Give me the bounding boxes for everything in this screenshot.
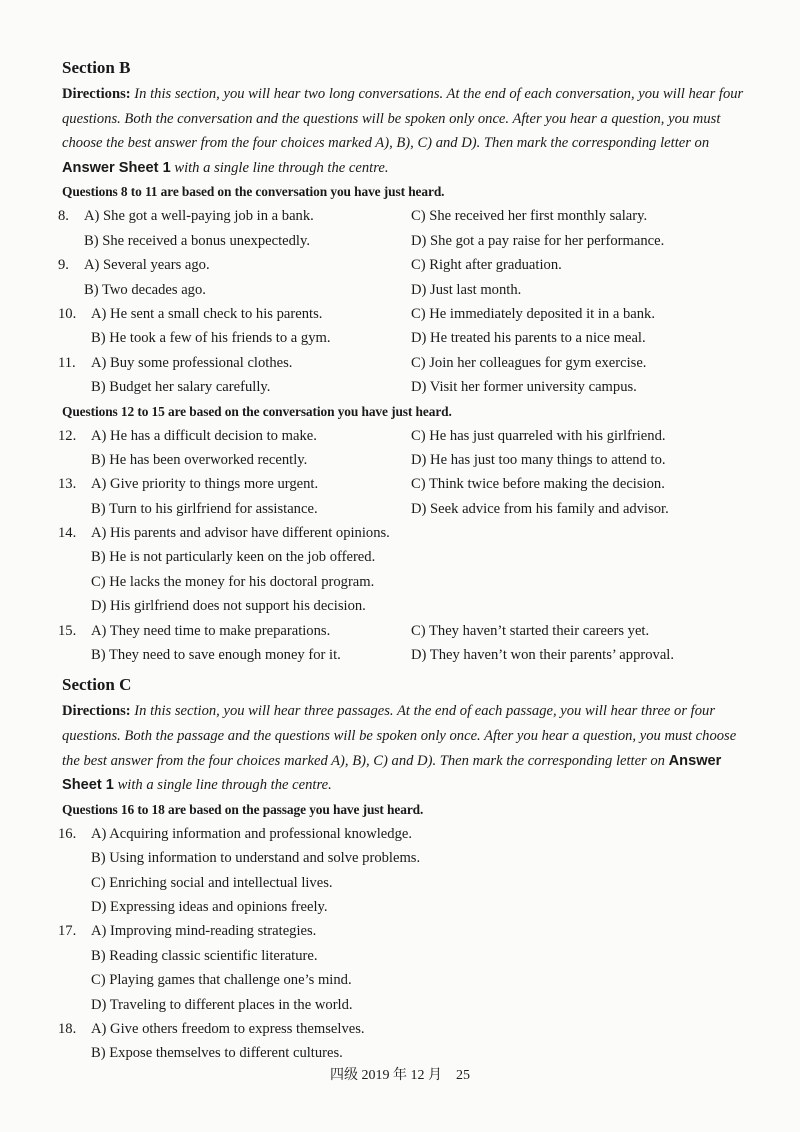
option-a[interactable]: A) Acquiring information and professional knowledge.: [91, 825, 412, 842]
question-17-row3: [62, 968, 752, 992]
question-17: 17. A) Improving mind-reading strategies.: [62, 919, 752, 943]
question-18: 18. A) Give others freedom to express themselves.: [62, 1017, 752, 1041]
option-b[interactable]: B) Budget her salary carefully.: [91, 379, 271, 396]
question-11-row2: [62, 375, 752, 399]
option-a[interactable]: A) He has a difficult decision to make.: [91, 427, 317, 444]
group-note-16-18: Questions 16 to 18 are based on the passage you have just heard.: [62, 801, 424, 817]
question-16: 16. A) Acquiring information and professional knowledge.: [62, 822, 752, 846]
question-16-row3: [62, 871, 752, 895]
option-d[interactable]: D) Seek advice from his family and advisor.: [411, 500, 669, 517]
option-b[interactable]: B) Expose themselves to different cultures.: [91, 1045, 343, 1062]
page-footer: 四级 2019 年 12 月 25: [330, 1068, 470, 1083]
question-17-row2: [62, 944, 752, 968]
option-c[interactable]: C) He immediately deposited it in a bank.: [411, 305, 655, 322]
option-a[interactable]: A) Give priority to things more urgent.: [91, 476, 319, 493]
option-b[interactable]: B) He is not particularly keen on the job offered.: [91, 549, 376, 566]
option-c[interactable]: C) They haven’t started their careers yet.: [411, 622, 650, 639]
option-a[interactable]: A) Several years ago.: [84, 257, 210, 274]
option-d[interactable]: D) He treated his parents to a nice meal.: [411, 330, 646, 347]
question-8: 8. A) She got a well-paying job in a bank. C) She received her first monthly salary.: [62, 204, 752, 228]
option-c[interactable]: C) Think twice before making the decision.: [411, 476, 665, 493]
option-a[interactable]: A) Improving mind-reading strategies.: [91, 923, 317, 940]
question-16-row2: [62, 846, 752, 870]
option-c[interactable]: C) She received her first monthly salary.: [411, 208, 648, 225]
question-17-row4: [62, 993, 752, 1017]
section-b-directions: Directions: In this section, you will hear two long conversations. At the end of each conversation, you will hear four questions. Both the conversation and the questions will be spoken only once. After you hear a question, you must choose the best answer from the four choices marked A), B), C) and D). Then mark the corresponding letter on Answer Sheet 1 with a single line through the centre.: [62, 86, 744, 176]
group-note-8-11: Questions 8 to 11 are based on the conversation you have just heard.: [62, 184, 445, 200]
exam-page: [58, 56, 752, 1066]
option-b[interactable]: B) He has been overworked recently.: [91, 451, 308, 468]
option-c[interactable]: C) He has just quarreled with his girlfriend.: [411, 427, 666, 444]
option-d[interactable]: D) Just last month.: [411, 281, 522, 298]
option-a[interactable]: A) His parents and advisor have different opinions.: [91, 525, 390, 542]
option-b[interactable]: B) Reading classic scientific literature.: [91, 947, 318, 964]
option-d[interactable]: D) She got a pay raise for her performance.: [411, 232, 665, 249]
question-10: 10. A) He sent a small check to his parents. C) He immediately deposited it in a bank.: [62, 302, 752, 326]
question-9: 9. A) Several years ago. C) Right after graduation.: [62, 253, 752, 277]
option-b[interactable]: B) He took a few of his friends to a gym.: [91, 330, 331, 347]
question-8-row2: [62, 229, 752, 253]
option-d[interactable]: D) They haven’t won their parents’ approval.: [411, 647, 675, 664]
option-a[interactable]: A) They need time to make preparations.: [91, 622, 331, 639]
question-16-row4: [62, 895, 752, 919]
option-d[interactable]: D) Visit her former university campus.: [411, 379, 637, 396]
question-10-row2: [62, 326, 752, 350]
option-c[interactable]: C) He lacks the money for his doctoral program.: [91, 573, 375, 590]
question-14-row3: [62, 570, 752, 594]
section-b-title: Section B: [62, 58, 131, 77]
group-note-12-15: Questions 12 to 15 are based on the conversation you have just heard.: [62, 403, 452, 419]
question-15-row2: [62, 643, 752, 667]
question-14-row2: [62, 545, 752, 569]
question-13: 13. A) Give priority to things more urgent. C) Think twice before making the decision.: [62, 472, 752, 496]
option-a[interactable]: A) She got a well-paying job in a bank.: [84, 208, 314, 225]
option-c[interactable]: C) Join her colleagues for gym exercise.: [411, 354, 647, 371]
option-c[interactable]: C) Enriching social and intellectual lives.: [91, 874, 333, 891]
option-a[interactable]: A) He sent a small check to his parents.: [91, 305, 323, 322]
question-18-row2: [62, 1041, 752, 1065]
section-c-title: Section C: [62, 675, 132, 695]
option-a[interactable]: A) Give others freedom to express themselves.: [91, 1020, 365, 1037]
option-b[interactable]: B) Turn to his girlfriend for assistance.: [91, 500, 318, 517]
option-b[interactable]: B) Using information to understand and solve problems.: [91, 850, 421, 867]
option-b[interactable]: B) She received a bonus unexpectedly.: [84, 232, 310, 249]
option-c[interactable]: C) Right after graduation.: [411, 257, 562, 274]
question-14-row4: [62, 594, 752, 618]
question-9-row2: [62, 278, 752, 302]
option-d[interactable]: D) Expressing ideas and opinions freely.: [91, 898, 328, 915]
option-d[interactable]: D) He has just too many things to attend to.: [411, 451, 666, 468]
question-13-row2: [62, 497, 752, 521]
question-12: 12. A) He has a difficult decision to make. C) He has just quarreled with his girlfriend.: [62, 424, 752, 448]
question-11: 11. A) Buy some professional clothes. C) Join her colleagues for gym exercise.: [62, 351, 752, 375]
question-12-row2: [62, 448, 752, 472]
question-14: 14. A) His parents and advisor have different opinions.: [62, 521, 752, 545]
option-d[interactable]: D) His girlfriend does not support his decision.: [91, 598, 366, 615]
option-c[interactable]: C) Playing games that challenge one’s mind.: [91, 972, 352, 989]
option-b[interactable]: B) They need to save enough money for it.: [91, 647, 341, 664]
option-d[interactable]: D) Traveling to different places in the world.: [91, 996, 353, 1013]
option-b[interactable]: B) Two decades ago.: [84, 281, 206, 298]
question-15: 15. A) They need time to make preparations. C) They haven’t started their careers yet.: [62, 619, 752, 643]
section-c-directions: Directions: In this section, you will hear three passages. At the end of each passage, you will hear three or four questions. Both the passage and the questions will be spoken only once. After you hear a question, you must choose the best answer from the four choices marked A), B), C) and D). Then mark the corresponding letter on Answer Sheet 1 with a single line through the centre.: [62, 703, 737, 794]
option-a[interactable]: A) Buy some professional clothes.: [91, 354, 293, 371]
